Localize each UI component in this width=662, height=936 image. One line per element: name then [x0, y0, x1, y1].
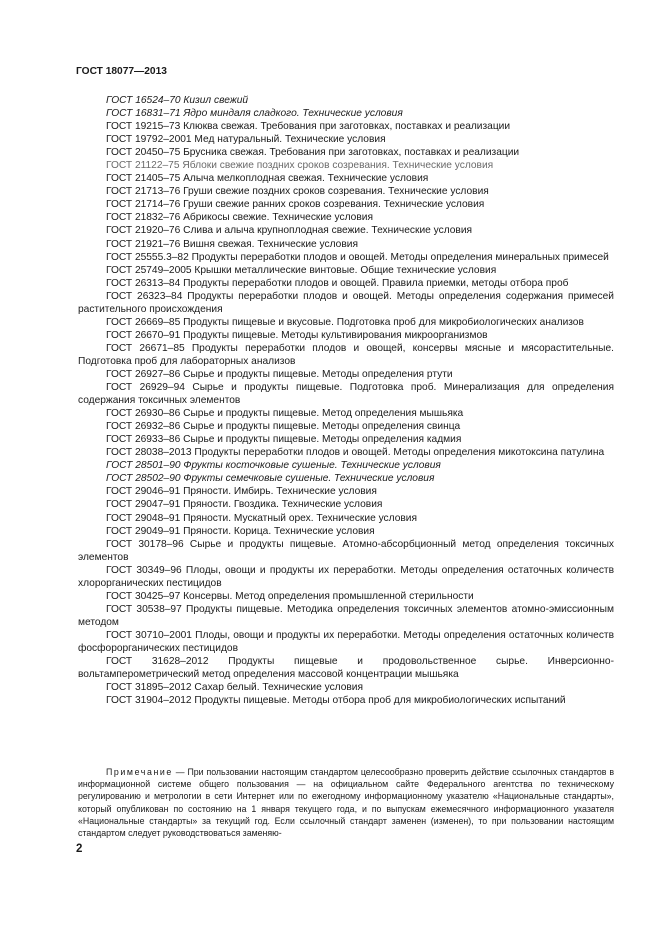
note-paragraph [78, 766, 614, 839]
reference-item: ГОСТ 21921–76 Вишня свежая. Технические условия [106, 238, 358, 250]
reference-item: ГОСТ 28038–2013 Продукты переработки плодов и овощей. Методы определения микотоксина патулина [106, 447, 605, 459]
reference-item: ГОСТ 30538–97 Продукты пищевые. Методика определения токсичных элементов атомно-эмиссионным методом [78, 603, 614, 628]
reference-item: ГОСТ 26932–86 Сырье и продукты пищевые. Методы определения свинца [106, 421, 461, 433]
reference-item: ГОСТ 26927–86 Сырье и продукты пищевые. Методы определения ртути [106, 368, 453, 380]
reference-item: ГОСТ 28502–90 Фрукты семечковые сушеные. Технические условия [106, 473, 435, 485]
reference-item: ГОСТ 26669–85 Продукты пищевые и вкусовые. Подготовка проб для микробиологических анализов [106, 316, 584, 328]
reference-item: ГОСТ 26671–85 Продукты переработки плодов и овощей, консервы мясные и мясорастительные. Подготовка проб для лабораторных анализов [78, 342, 614, 367]
reference-item: ГОСТ 29048–91 Пряности. Мускатный орех. Технические условия [106, 512, 417, 524]
reference-item: ГОСТ 19792–2001 Мед натуральный. Технические условия [106, 134, 386, 146]
reference-item: ГОСТ 21920–76 Слива и алыча крупноплодная свежие. Технические условия [106, 225, 473, 237]
reference-item: ГОСТ 29046–91 Пряности. Имбирь. Технические условия [106, 486, 377, 498]
reference-item: ГОСТ 26670–91 Продукты пищевые. Методы культивирования микроорганизмов [106, 329, 488, 341]
note-text: — При пользовании настоящим стандартом целесообразно проверить действие ссылочных стандартов в информационной системе общего пользования — на официальном сайте Федерального агентства по техническому регулированию и метрологии в сети Интернет или по ежегодному информационному указателю «Национальные стандарты», который опубликован по состоянию на 1 января текущего года, и по выпускам ежемесячного информационного указателя «Национальные стандарты» за текущий год. Если ссылочный стандарт заменен (изменен), то при пользовании настоящим стандартом следует руководствоваться заменяю- [78, 767, 614, 839]
reference-item: ГОСТ 28501–90 Фрукты косточковые сушеные. Технические условия [106, 460, 441, 472]
reference-item: ГОСТ 26323–84 Продукты переработки плодов и овощей. Методы определения содержания примесей растительного происхождения [78, 290, 614, 315]
page-number: 2 [76, 843, 83, 855]
reference-item: ГОСТ 26313–84 Продукты переработки плодов и овощей. Правила приемки, методы отбора проб [106, 277, 569, 289]
reference-item: ГОСТ 30178–96 Сырье и продукты пищевые. Атомно-абсорбционный метод определения токсичных элементов [78, 538, 614, 563]
note-label: Примечание [106, 767, 173, 777]
reference-item: ГОСТ 19215–73 Клюква свежая. Требования при заготовках, поставках и реализации [106, 121, 511, 133]
page-header: ГОСТ 18077—2013 [76, 66, 167, 77]
normative-references-list [78, 94, 614, 707]
reference-item: ГОСТ 16831–71 Ядро миндаля сладкого. Технические условия [106, 108, 403, 120]
reference-item: ГОСТ 25749–2005 Крышки металлические винтовые. Общие технические условия [106, 264, 497, 276]
reference-item: ГОСТ 26933–86 Сырье и продукты пищевые. Методы определения кадмия [106, 434, 462, 446]
reference-item: ГОСТ 21405–75 Алыча мелкоплодная свежая. Технические условия [106, 173, 429, 185]
reference-item: ГОСТ 29049–91 Пряности. Корица. Технические условия [106, 525, 375, 537]
reference-item: ГОСТ 21714–76 Груши свежие ранних сроков созревания. Технические условия [106, 199, 485, 211]
reference-item: ГОСТ 30349–96 Плоды, овощи и продукты их переработки. Методы определения остаточных количеств хлорорганических пестицидов [78, 564, 614, 589]
reference-item: ГОСТ 21122–75 Яблоки свежие поздних сроков созревания. Технические условия [106, 160, 494, 172]
reference-item: ГОСТ 31904–2012 Продукты пищевые. Методы отбора проб для микробиологических испытаний [106, 695, 566, 707]
reference-item: ГОСТ 29047–91 Пряности. Гвоздика. Технические условия [106, 499, 383, 511]
reference-item: ГОСТ 16524–70 Кизил свежий [106, 95, 249, 106]
reference-item: ГОСТ 30710–2001 Плоды, овощи и продукты их переработки. Методы определения остаточных количеств фосфорорганических пестицидов [78, 629, 614, 654]
reference-item: ГОСТ 31895–2012 Сахар белый. Технические условия [106, 682, 364, 694]
reference-item: ГОСТ 26929–94 Сырье и продукты пищевые. Подготовка проб. Минерализация для определения содержания токсичных элементов [78, 382, 614, 407]
reference-item: ГОСТ 20450–75 Брусника свежая. Требования при заготовках, поставках и реализации [106, 147, 520, 159]
reference-item: ГОСТ 25555.3–82 Продукты переработки плодов и овощей. Методы определения минеральных примесей [106, 251, 609, 263]
reference-item: ГОСТ 21832–76 Абрикосы свежие. Технические условия [106, 212, 373, 224]
reference-item: ГОСТ 26930–86 Сырье и продукты пищевые. Метод определения мышьяка [106, 408, 464, 420]
reference-item: ГОСТ 21713–76 Груши свежие поздних сроков созревания. Технические условия [106, 186, 489, 198]
reference-item: ГОСТ 31628–2012 Продукты пищевые и продовольственное сырье. Инверсионно-вольтамперометрический метод определения массовой концентрации мышьяка [78, 656, 614, 681]
reference-item: ГОСТ 30425–97 Консервы. Метод определения промышленной стерильности [106, 590, 474, 602]
